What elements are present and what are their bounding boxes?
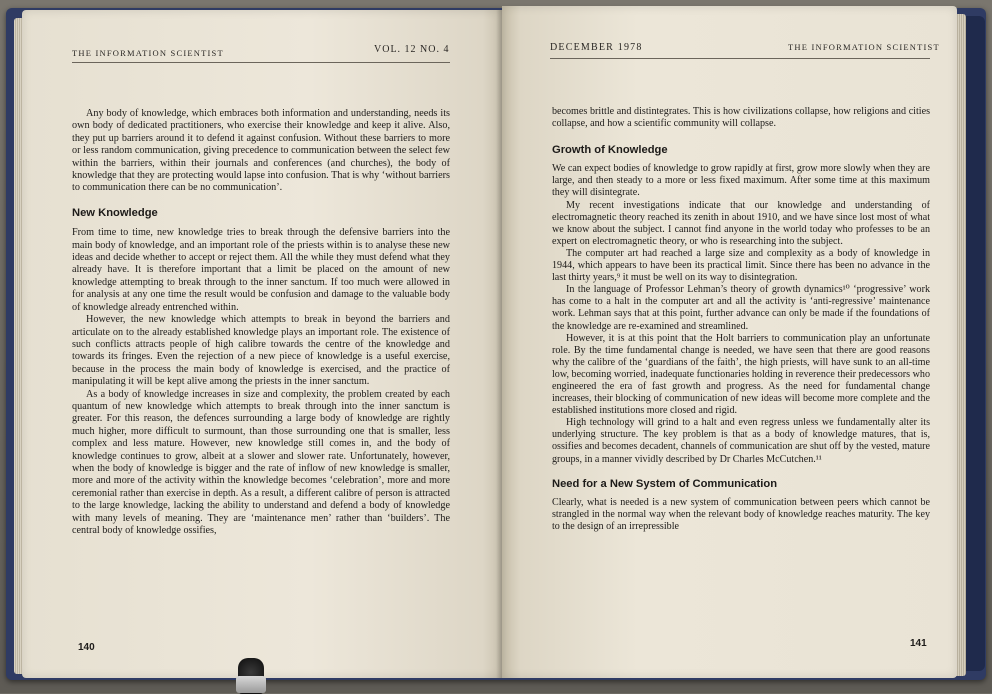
right-section-paragraph: However, it is at this point that the Holt barriers to communication play an unfortunate role. By the time fundamental change is needed, we have seen that there are good reasons why the calibre of the ‘guardians of the faith’, the high priests, will have sunk to an all-time low, becoming worried, inadequate functionaries holding in reverence their predecessors who engineered the era of fast growth and progress. As the need for fundamental change increases, their blocking of communication of new ideas will become more complete and the established institutions more closed and rigid.: [552, 332, 930, 417]
left-page-number: 140: [78, 642, 95, 653]
right-page: [502, 6, 957, 678]
left-header-rule: [72, 62, 450, 63]
right-section-1: [552, 163, 930, 465]
left-intro-paragraph: Any body of knowledge, which embraces both information and understanding, needs its own body of dedicated practitioners, who exercise their knowledge and keep it alive. Also, they put up barriers around it to defend it against confusion. Without these barriers to more or less random communication, giving precedence to communication between the select few within the barriers, within their journals and conferences (and churches), the body of knowledge that they are protecting would lapse into confusion. That is why ‘without barriers to communication there can be no communication’.: [72, 108, 450, 194]
right-section-2: [552, 497, 930, 533]
section-heading-growth-of-knowledge: Growth of Knowledge: [552, 144, 668, 157]
right-intro-paragraph: becomes brittle and distintegrates. This is how civilizations collapse, how religions and cities collapse, and how a scientific community will collapse.: [552, 106, 930, 130]
left-section-paragraph: As a body of knowledge increases in size and complexity, the problem created by each quantum of new knowledge which attempts to break through into the inner sanctum is greater. For this reason, the defences surrounding a large body of knowledge are rightly much higher, more difficult to surmount, than those surrounding one that is smaller, less complex and less mature. However, new knowledge still comes in, and the body of knowledge continues to grow, albeit at a slower and slower rate. Unfortunately, however, when the body of knowledge is bigger and the rate of inflow of new knowledge is smaller, more and more of the activity within the knowledge becomes ‘celebration’, more and more ceremonial rather than exercise in depth. As a result, a different calibre of person is attracted to the large knowledge, lacking the ability to understand and defend a body of knowledge with many levels of meaning. They are ‘maintenance men’ rather than ‘builders’. The central body of knowledge ossifies,: [72, 388, 450, 536]
left-running-head-volume: VOL. 12 NO. 4: [374, 44, 450, 55]
right-header-rule: [550, 58, 930, 59]
right-section-paragraph: Clearly, what is needed is a new system of communication between peers which cannot be strangled in the normal way when the relevant body of knowledge reaches maturity. The key to the design of an irrepressible: [552, 496, 930, 532]
right-running-head-title: THE INFORMATION SCIENTIST: [788, 42, 940, 52]
left-running-head-title: THE INFORMATION SCIENTIST: [72, 48, 224, 58]
page-stack-right: [956, 14, 966, 676]
section-heading-new-knowledge: New Knowledge: [72, 206, 158, 219]
right-section-paragraph: My recent investigations indicate that our knowledge and understanding of electromagnetic theory reached its zenith in about 1910, and we have since lost most of what we know about the subject. I cannot find anyone in the world today who professes to be an expert on electromagnetic theory, or who is researching into the subject.: [552, 199, 930, 247]
left-page: [22, 10, 502, 678]
section-heading-new-system: Need for a New System of Communication: [552, 477, 778, 490]
right-page-number: 141: [910, 638, 927, 649]
left-section-paragraph: From time to time, new knowledge tries to break through the defensive barriers into the main body of knowledge, and an important role of the priests within is to analyse these new ideas and decide whether to accept or reject them. All the while they must defend what they already have. It is therefore important that a limit be placed on the amount of new knowledge attempting to break through to the inner sanctum. If too much were allowed in for analysis at any one time the result would be confusion and damage to the valuable body of knowledge already entrenched within.: [72, 227, 450, 313]
right-section-paragraph: In the language of Professor Lehman’s theory of growth dynamics¹⁰ ‘progressive’ work has come to a halt in the computer art and all the activity is ‘anti-regressive’ maintenance work. Lehman says that at this point, further advance can only be made if the foundations of the knowledge are re-examined and streamlined.: [552, 284, 930, 332]
left-intro: [72, 108, 450, 195]
right-body: [552, 106, 930, 533]
left-body: [72, 108, 450, 537]
book-clip-base: [236, 676, 266, 693]
right-section-paragraph: We can expect bodies of knowledge to grow rapidly at first, grow more slowly when they are large, and then steady to a more or less fixed maximum. After some time at this maximum they will disintegrate.: [552, 163, 930, 199]
left-section: [72, 227, 450, 537]
right-section-paragraph: The computer art had reached a large size and complexity as a body of knowledge in 1944, which appears to have been its practical limit. Since there has been no advance in the last thirty years,⁹ it must be well on its way to disintegration.: [552, 247, 930, 284]
right-section-paragraph: High technology will grind to a halt and even regress unless we fundamentally alter its underlying structure. The key problem is that as a body of knowledge matures, that is, ossifies and becomes decadent, channels of communication are shut off by the vested, mature groups, in a manner vividly described by Dr Charles McCutchen.¹¹: [552, 417, 930, 465]
right-running-head-date: DECEMBER 1978: [550, 42, 643, 53]
left-section-paragraph: However, the new knowledge which attempts to break in beyond the barriers and articulate on to the already established knowledge plays an important role. The existence of such conflicts attracts people of high calibre towards the centre of the knowledge and towards its fringes. Even the rejection of a new piece of knowledge is a useful exercise, because in the process the main body of knowledge is exercised, and the practice of manipulating it will be kept alive among the priests in the inner sanctum.: [72, 314, 450, 388]
right-intro: [552, 106, 930, 130]
